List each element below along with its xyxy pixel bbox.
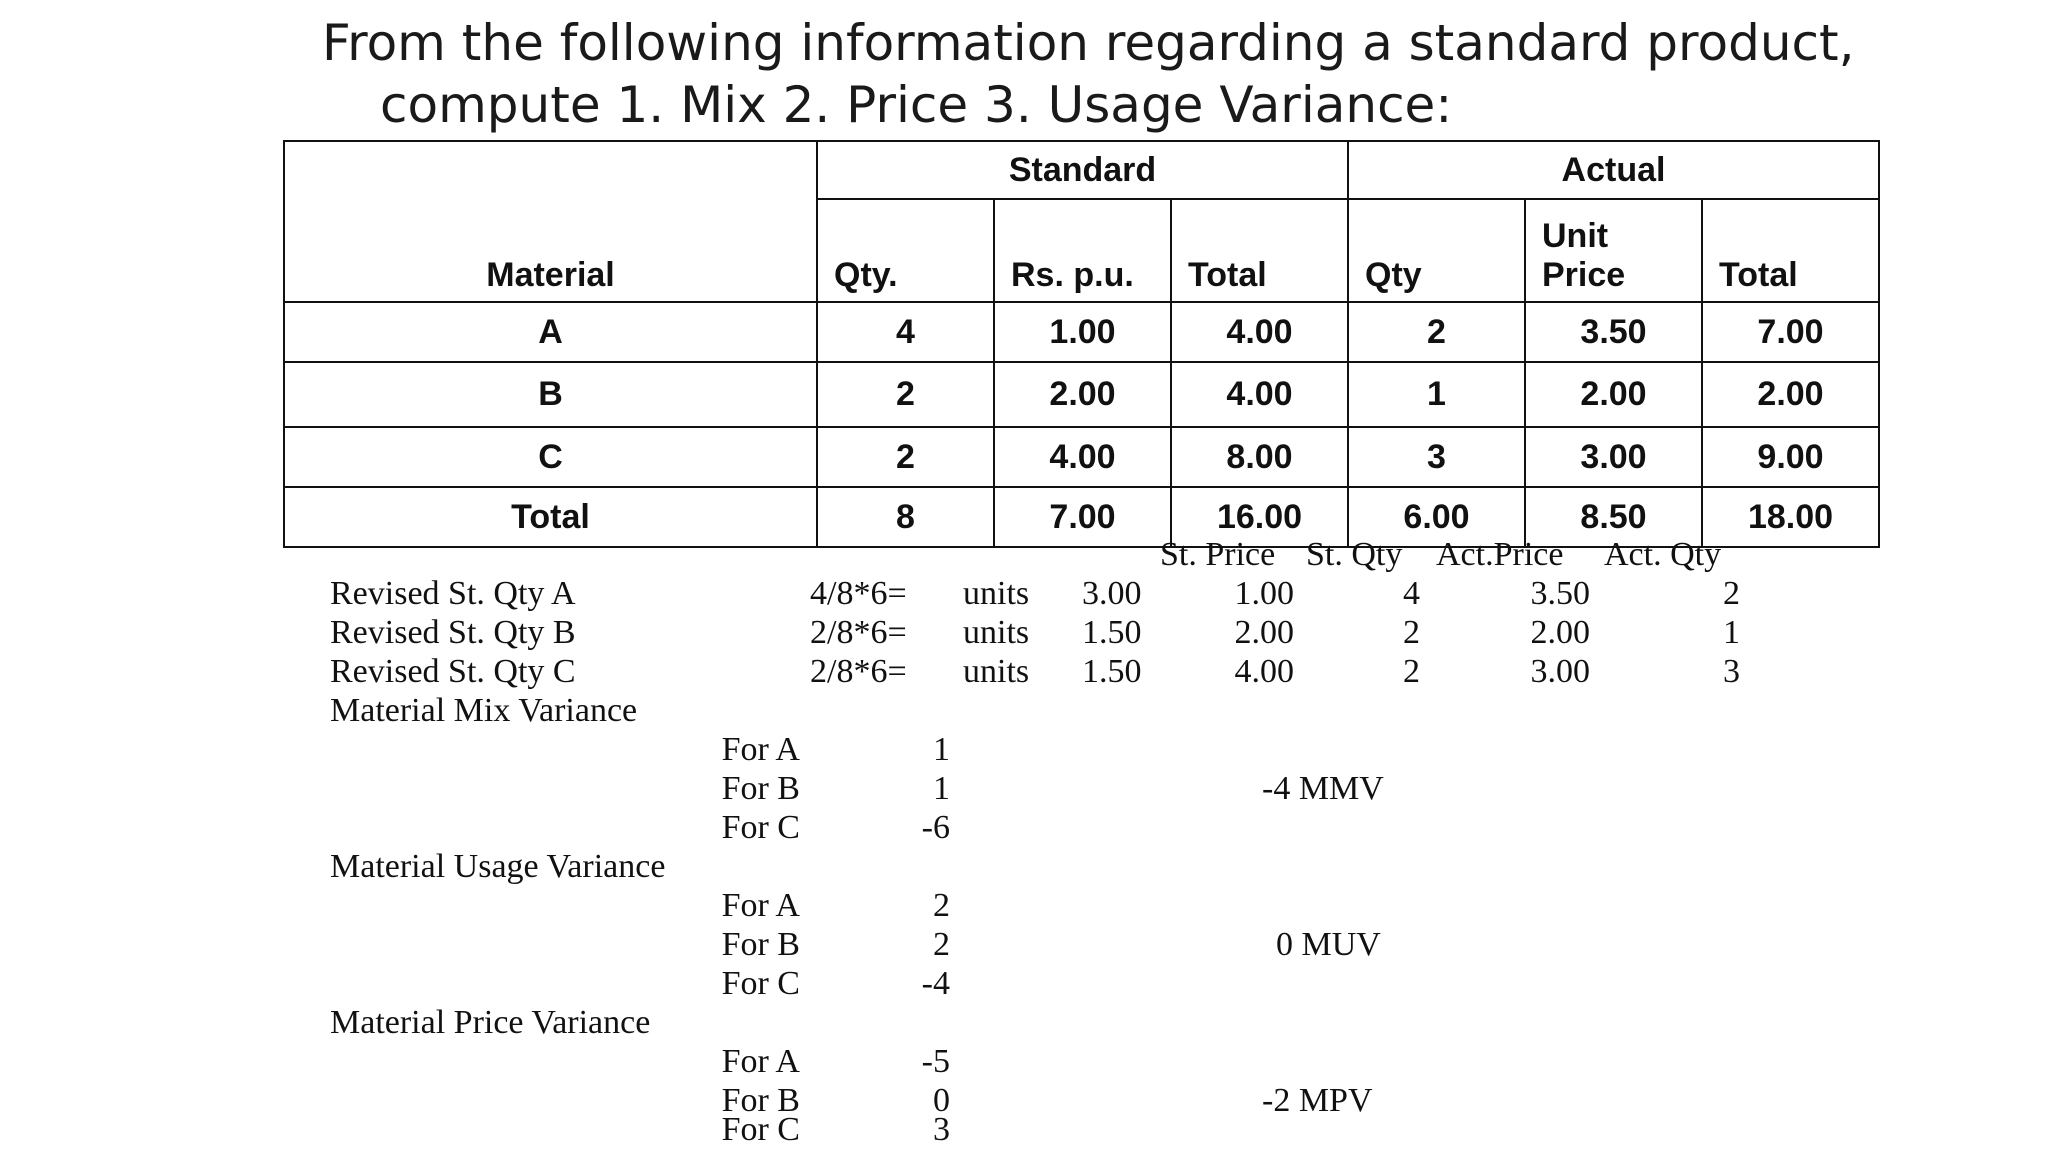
revised-label: Revised St. Qty B	[330, 614, 576, 651]
header-standard: Standard	[817, 141, 1348, 199]
revised-st-qty: 2	[1403, 653, 1420, 690]
header-act-qty: Qty	[1348, 199, 1525, 302]
cell: 2	[817, 427, 994, 487]
cell: 4.00	[994, 427, 1171, 487]
cell: C	[284, 427, 817, 487]
revised-label: Revised St. Qty C	[330, 653, 576, 690]
item-value: 3	[933, 1111, 950, 1148]
revised-unit: units	[963, 614, 1030, 651]
item-value: 2	[933, 887, 950, 924]
header-std-qty: Qty.	[817, 199, 994, 302]
item-value: -6	[921, 809, 950, 846]
item-label: For B	[721, 770, 800, 807]
item-label: For B	[721, 926, 800, 963]
cell: 2.00	[994, 362, 1171, 427]
cell: Total	[284, 487, 817, 547]
header-std-total: Total	[1171, 199, 1348, 302]
revised-st-price: 1.00	[1234, 575, 1294, 612]
item-value: 0	[933, 1082, 950, 1119]
section-title-usage: Material Usage Variance	[330, 848, 666, 885]
cell: 2	[817, 362, 994, 427]
total-mpv: -2 MPV	[1262, 1082, 1373, 1119]
total-muv: 0 MUV	[1276, 926, 1381, 963]
item-value: 1	[933, 731, 950, 768]
revised-formula: 2/8*6=	[810, 614, 907, 651]
revised-value: 1.50	[1082, 614, 1142, 651]
cell: 2.00	[1525, 362, 1702, 427]
cell: 16.00	[1171, 487, 1348, 547]
total-mmv: -4 MMV	[1262, 770, 1384, 807]
cell: 4.00	[1171, 362, 1348, 427]
header-std-rate: Rs. p.u.	[994, 199, 1171, 302]
revised-value: 1.50	[1082, 653, 1142, 690]
cell: 3.50	[1525, 302, 1702, 362]
cell: 18.00	[1702, 487, 1879, 547]
revised-st-price: 2.00	[1234, 614, 1294, 651]
cell: 1	[1348, 362, 1525, 427]
item-label: For C	[721, 965, 800, 1002]
revised-st-qty: 2	[1403, 614, 1420, 651]
revised-act-qty: 1	[1723, 614, 1740, 651]
cell: 4	[817, 302, 994, 362]
item-label: For A	[721, 887, 800, 924]
revised-act-price: 3.00	[1530, 653, 1590, 690]
item-label: For C	[721, 809, 800, 846]
item-label: For C	[721, 1111, 800, 1148]
item-label: For A	[721, 731, 800, 768]
revised-act-qty: 2	[1723, 575, 1740, 612]
item-value: 1	[933, 770, 950, 807]
cell: 8	[817, 487, 994, 547]
item-value: -4	[921, 965, 950, 1002]
cell: 7.00	[1702, 302, 1879, 362]
item-value: -5	[921, 1043, 950, 1080]
revised-formula: 2/8*6=	[810, 653, 907, 690]
cell: 4.00	[1171, 302, 1348, 362]
item-value: 2	[933, 926, 950, 963]
cell: 3.00	[1525, 427, 1702, 487]
title-line-2: compute 1. Mix 2. Price 3. Usage Variance:	[380, 76, 1453, 134]
header-actual: Actual	[1348, 141, 1879, 199]
revised-value: 3.00	[1082, 575, 1142, 612]
revised-st-qty: 4	[1403, 575, 1420, 612]
item-label: For A	[721, 1043, 800, 1080]
cell: 6.00	[1348, 487, 1525, 547]
cell: 2.00	[1702, 362, 1879, 427]
col-header-act-price: Act.Price	[1436, 536, 1564, 573]
col-header-st-price: St. Price	[1160, 536, 1276, 573]
revised-st-price: 4.00	[1234, 653, 1294, 690]
revised-unit: units	[963, 575, 1030, 612]
header-act-total: Total	[1702, 199, 1879, 302]
revised-unit: units	[963, 653, 1030, 690]
cell: A	[284, 302, 817, 362]
header-material: Material	[284, 141, 817, 302]
cell: 8.50	[1525, 487, 1702, 547]
section-title-price: Material Price Variance	[330, 1004, 651, 1041]
cell: 7.00	[994, 487, 1171, 547]
revised-act-qty: 3	[1723, 653, 1740, 690]
revised-label: Revised St. Qty A	[330, 575, 576, 612]
item-label: For B	[721, 1082, 800, 1119]
unit-price-line-1: Unit	[1542, 217, 1609, 255]
col-header-act-qty: Act. Qty	[1604, 536, 1722, 573]
cell: 3	[1348, 427, 1525, 487]
revised-act-price: 2.00	[1530, 614, 1590, 651]
section-title-mix: Material Mix Variance	[330, 692, 638, 729]
cell: B	[284, 362, 817, 427]
revised-formula: 4/8*6=	[810, 575, 907, 612]
revised-act-price: 3.50	[1530, 575, 1590, 612]
col-header-st-qty: St. Qty	[1306, 536, 1403, 573]
title-line-1: From the following information regarding a standard product,	[322, 14, 1855, 72]
cell: 2	[1348, 302, 1525, 362]
cell: 1.00	[994, 302, 1171, 362]
cell: 9.00	[1702, 427, 1879, 487]
cell: 8.00	[1171, 427, 1348, 487]
unit-price-line-2: Price	[1542, 256, 1626, 294]
